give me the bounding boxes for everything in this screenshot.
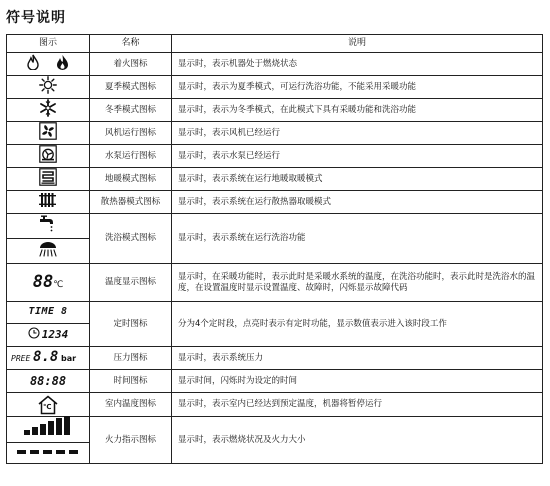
page-title: 符号说明	[6, 10, 66, 26]
house-icon	[37, 395, 59, 415]
row-icon-cell	[7, 370, 90, 393]
fire-level-dashes-icon	[17, 448, 79, 459]
row-desc: 显示时，表示燃烧状况及火力大小	[172, 417, 543, 464]
temp-display-digits: 88	[32, 271, 54, 292]
row-name: 定时图标	[90, 302, 172, 347]
row-name: 洗浴模式图标	[90, 214, 172, 264]
row-name: 着火图标	[90, 53, 172, 76]
table-row	[7, 122, 543, 145]
row-icon-cell	[7, 393, 90, 417]
row-desc: 显示时，表示为冬季模式，在此模式下具有采暖功能和洗浴功能	[172, 99, 543, 122]
table-row	[7, 145, 543, 168]
row-icon-cell	[7, 99, 90, 122]
row-desc: 显示时间，闪烁时为设定的时间	[172, 370, 543, 393]
row-icon-cell	[7, 302, 90, 347]
row-name: 温度显示图标	[90, 264, 172, 302]
snowflake-icon	[39, 99, 57, 121]
row-desc: 显示时，在采暖功能时，表示此时是采暖水系统的温度，在洗浴功能时，表示此时是洗浴水的温度，在设置温度时显示设置温度、故障时，闪烁显示故障代码	[172, 264, 543, 302]
row-icon-cell	[7, 347, 90, 370]
row-icon-cell	[7, 214, 90, 264]
row-name: 夏季模式图标	[90, 76, 172, 99]
pressure-prefix: PREE	[11, 354, 31, 364]
table-row	[7, 370, 543, 393]
sun-icon	[39, 76, 57, 98]
temp-unit: ℃	[53, 279, 64, 290]
row-icon-cell	[7, 122, 90, 145]
table-row	[7, 76, 543, 99]
row-name: 冬季模式图标	[90, 99, 172, 122]
row-icon-cell	[7, 264, 90, 302]
floor-heating-icon	[39, 168, 57, 190]
fan-icon	[39, 122, 57, 144]
row-name: 风机运行图标	[90, 122, 172, 145]
timer-label: TIME 8	[28, 306, 68, 318]
table-row	[7, 264, 543, 302]
pressure-unit: bar	[60, 354, 77, 364]
table-row	[7, 53, 543, 76]
symbol-table	[6, 34, 543, 464]
row-icon-cell	[7, 53, 90, 76]
row-name: 水泵运行图标	[90, 145, 172, 168]
table-row	[7, 99, 543, 122]
row-desc: 显示时，表示为夏季模式，可运行洗浴功能，不能采用采暖功能	[172, 76, 543, 99]
timer-digits: 1234	[41, 328, 69, 342]
pressure-digits: 8.8	[32, 349, 59, 366]
row-desc: 显示时，表示室内已经达到预定温度，机器将暂停运行	[172, 393, 543, 417]
row-name: 火力指示图标	[90, 417, 172, 464]
row-icon-cell	[7, 168, 90, 191]
row-desc: 显示时，表示风机已经运行	[172, 122, 543, 145]
table-row	[7, 168, 543, 191]
row-name: 室内温度图标	[90, 393, 172, 417]
row-icon-cell	[7, 76, 90, 99]
shower-icon	[36, 240, 60, 262]
table-row	[7, 393, 543, 417]
row-desc: 显示时，表示系统在运行地暖取暖模式	[172, 168, 543, 191]
radiator-icon	[38, 192, 58, 212]
row-icon-cell	[7, 417, 90, 464]
pump-icon	[39, 145, 57, 167]
room-temp-unit: ℃	[43, 402, 52, 411]
table-row	[7, 417, 543, 464]
table-header-row	[7, 35, 543, 53]
row-desc: 显示时，表示水泵已经运行	[172, 145, 543, 168]
header-name: 名称	[90, 35, 172, 53]
fire-level-bars-icon	[24, 416, 72, 440]
row-icon-cell	[7, 145, 90, 168]
table-row	[7, 347, 543, 370]
table-row	[7, 214, 543, 264]
clock-icon	[28, 327, 40, 343]
row-desc: 显示时，表示系统在运行散热器取暖模式	[172, 191, 543, 214]
row-desc: 显示时，表示机器处于燃烧状态	[172, 53, 543, 76]
table-row	[7, 302, 543, 347]
row-desc: 显示时，表示系统在运行洗浴功能	[172, 214, 543, 264]
header-icon: 图示	[7, 35, 90, 53]
row-name: 散热器模式图标	[90, 191, 172, 214]
table-row	[7, 191, 543, 214]
flame-outline-icon	[27, 54, 39, 74]
flame-filled-icon	[56, 54, 69, 74]
row-icon-cell	[7, 191, 90, 214]
row-name: 压力图标	[90, 347, 172, 370]
row-name: 地暖模式图标	[90, 168, 172, 191]
tap-icon	[37, 215, 59, 237]
row-desc: 分为4个定时段，点亮时表示有定时功能，显示数值表示进入该时段工作	[172, 302, 543, 347]
row-desc: 显示时，表示系统压力	[172, 347, 543, 370]
header-desc: 说明	[172, 35, 543, 53]
time-digits: 88:88	[29, 373, 67, 388]
row-name: 时间图标	[90, 370, 172, 393]
